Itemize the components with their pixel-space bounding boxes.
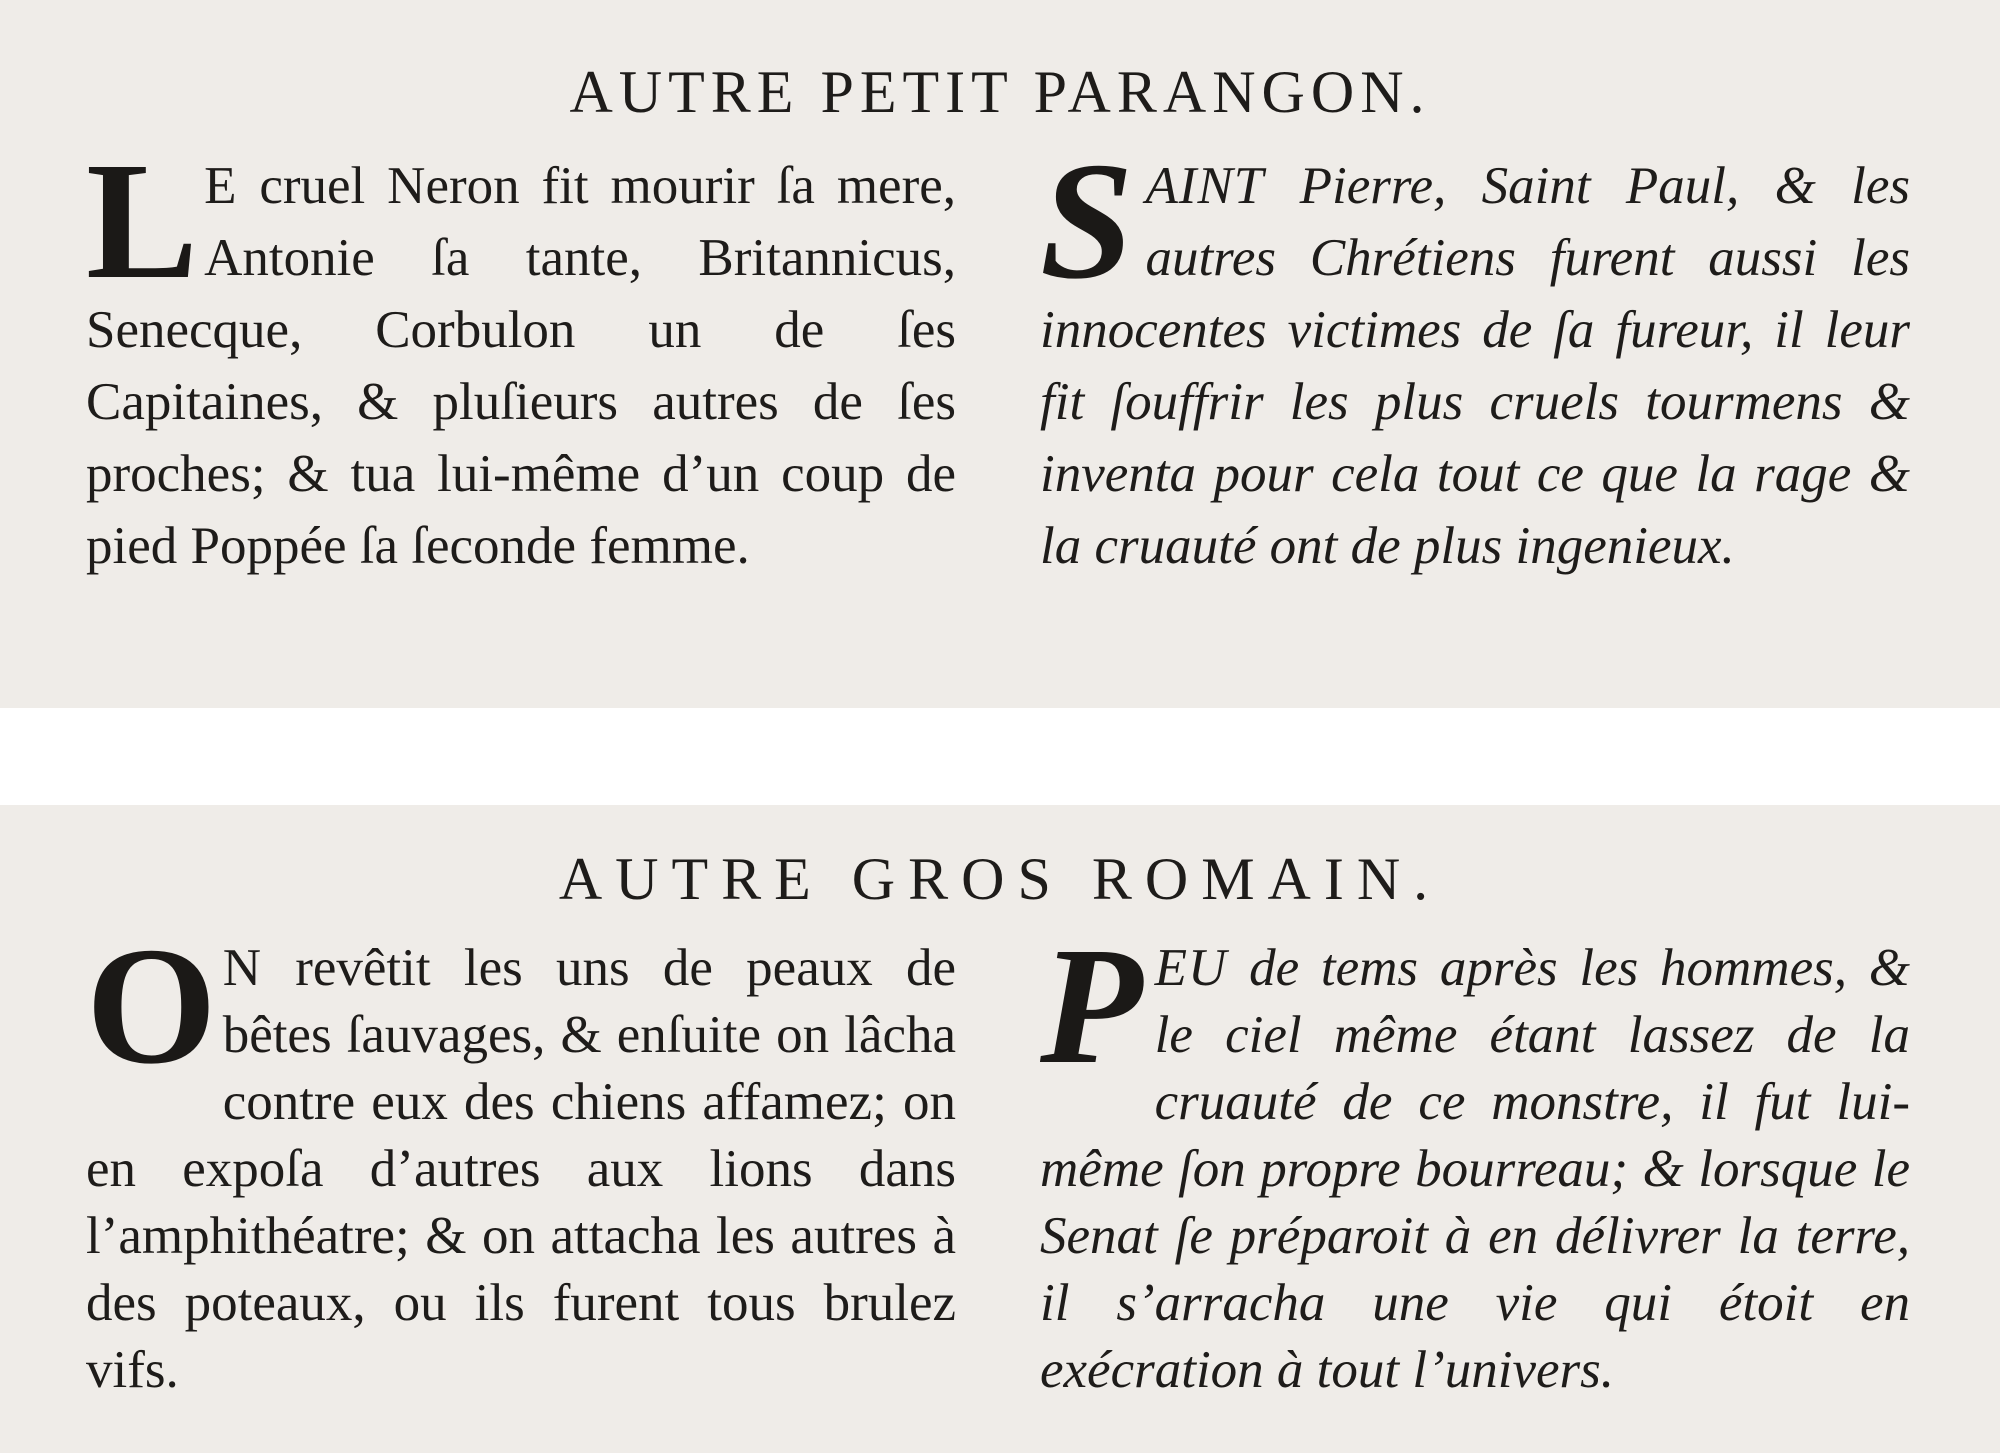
petit-parangon-heading: AUTRE PETIT PARANGON.: [569, 59, 1431, 125]
top-right-italic-column: [1040, 150, 1910, 690]
lead-letters: E: [204, 157, 238, 215]
top-left-paragraph: [86, 150, 956, 582]
gros-romain-heading: AUTRE GROS ROMAIN.: [558, 846, 1442, 912]
dropcap-s: S: [1040, 150, 1134, 314]
bottom-right-paragraph: [1040, 935, 1910, 1404]
bottom-specimen-panel: [0, 805, 2000, 1453]
dropcap-o: O: [86, 935, 217, 1099]
bottom-left-paragraph: [86, 935, 956, 1404]
top-left-roman-column: [86, 150, 956, 690]
dropcap-p: P: [1040, 935, 1143, 1099]
paragraph-text: de tems après les hommes, & le ciel même étant lassez de la cruauté de ce monstre, il fut lui-même ſon propre bourreau; & lorsque le Senat ſe préparoit à en délivrer la terre, il s’arracha une vie qui étoit en exécration à tout l’univers.: [1040, 939, 1910, 1399]
lead-letters: N: [222, 939, 262, 997]
paragraph-text: cruel Neron fit mourir ſa mere, Antonie ſa tante, Britannicus, Senecque, Corbulon un de ſes Capitaines, & pluſieurs autres de ſes proches; & tua lui-même d’un coup de pied Poppée ſa ſeconde femme.: [86, 157, 956, 575]
bottom-left-roman-column: [86, 935, 956, 1435]
top-specimen-panel: [0, 0, 2000, 708]
paragraph-text: revêtit les uns de peaux de bêtes ſauvages, & enſuite on lâcha contre eux des chiens affamez; on en expoſa d’autres aux lions dans l’amphithéatre; & on attacha les autres à des poteaux, ou ils furent tous brulez vifs.: [86, 939, 956, 1399]
lead-letters: AINT: [1145, 157, 1265, 215]
dropcap-l: L: [86, 150, 199, 314]
bottom-right-italic-column: [1040, 935, 1910, 1435]
paragraph-text: Pierre, Saint Paul, & les autres Chrétiens furent aussi les innocentes victimes de ſa fureur, il leur fit ſouffrir les plus cruels tourmens & inventa pour cela tout ce que la rage & la cruauté ont de plus ingenieux.: [1040, 157, 1910, 575]
top-right-paragraph: [1040, 150, 1910, 582]
lead-letters: EU: [1154, 939, 1228, 997]
